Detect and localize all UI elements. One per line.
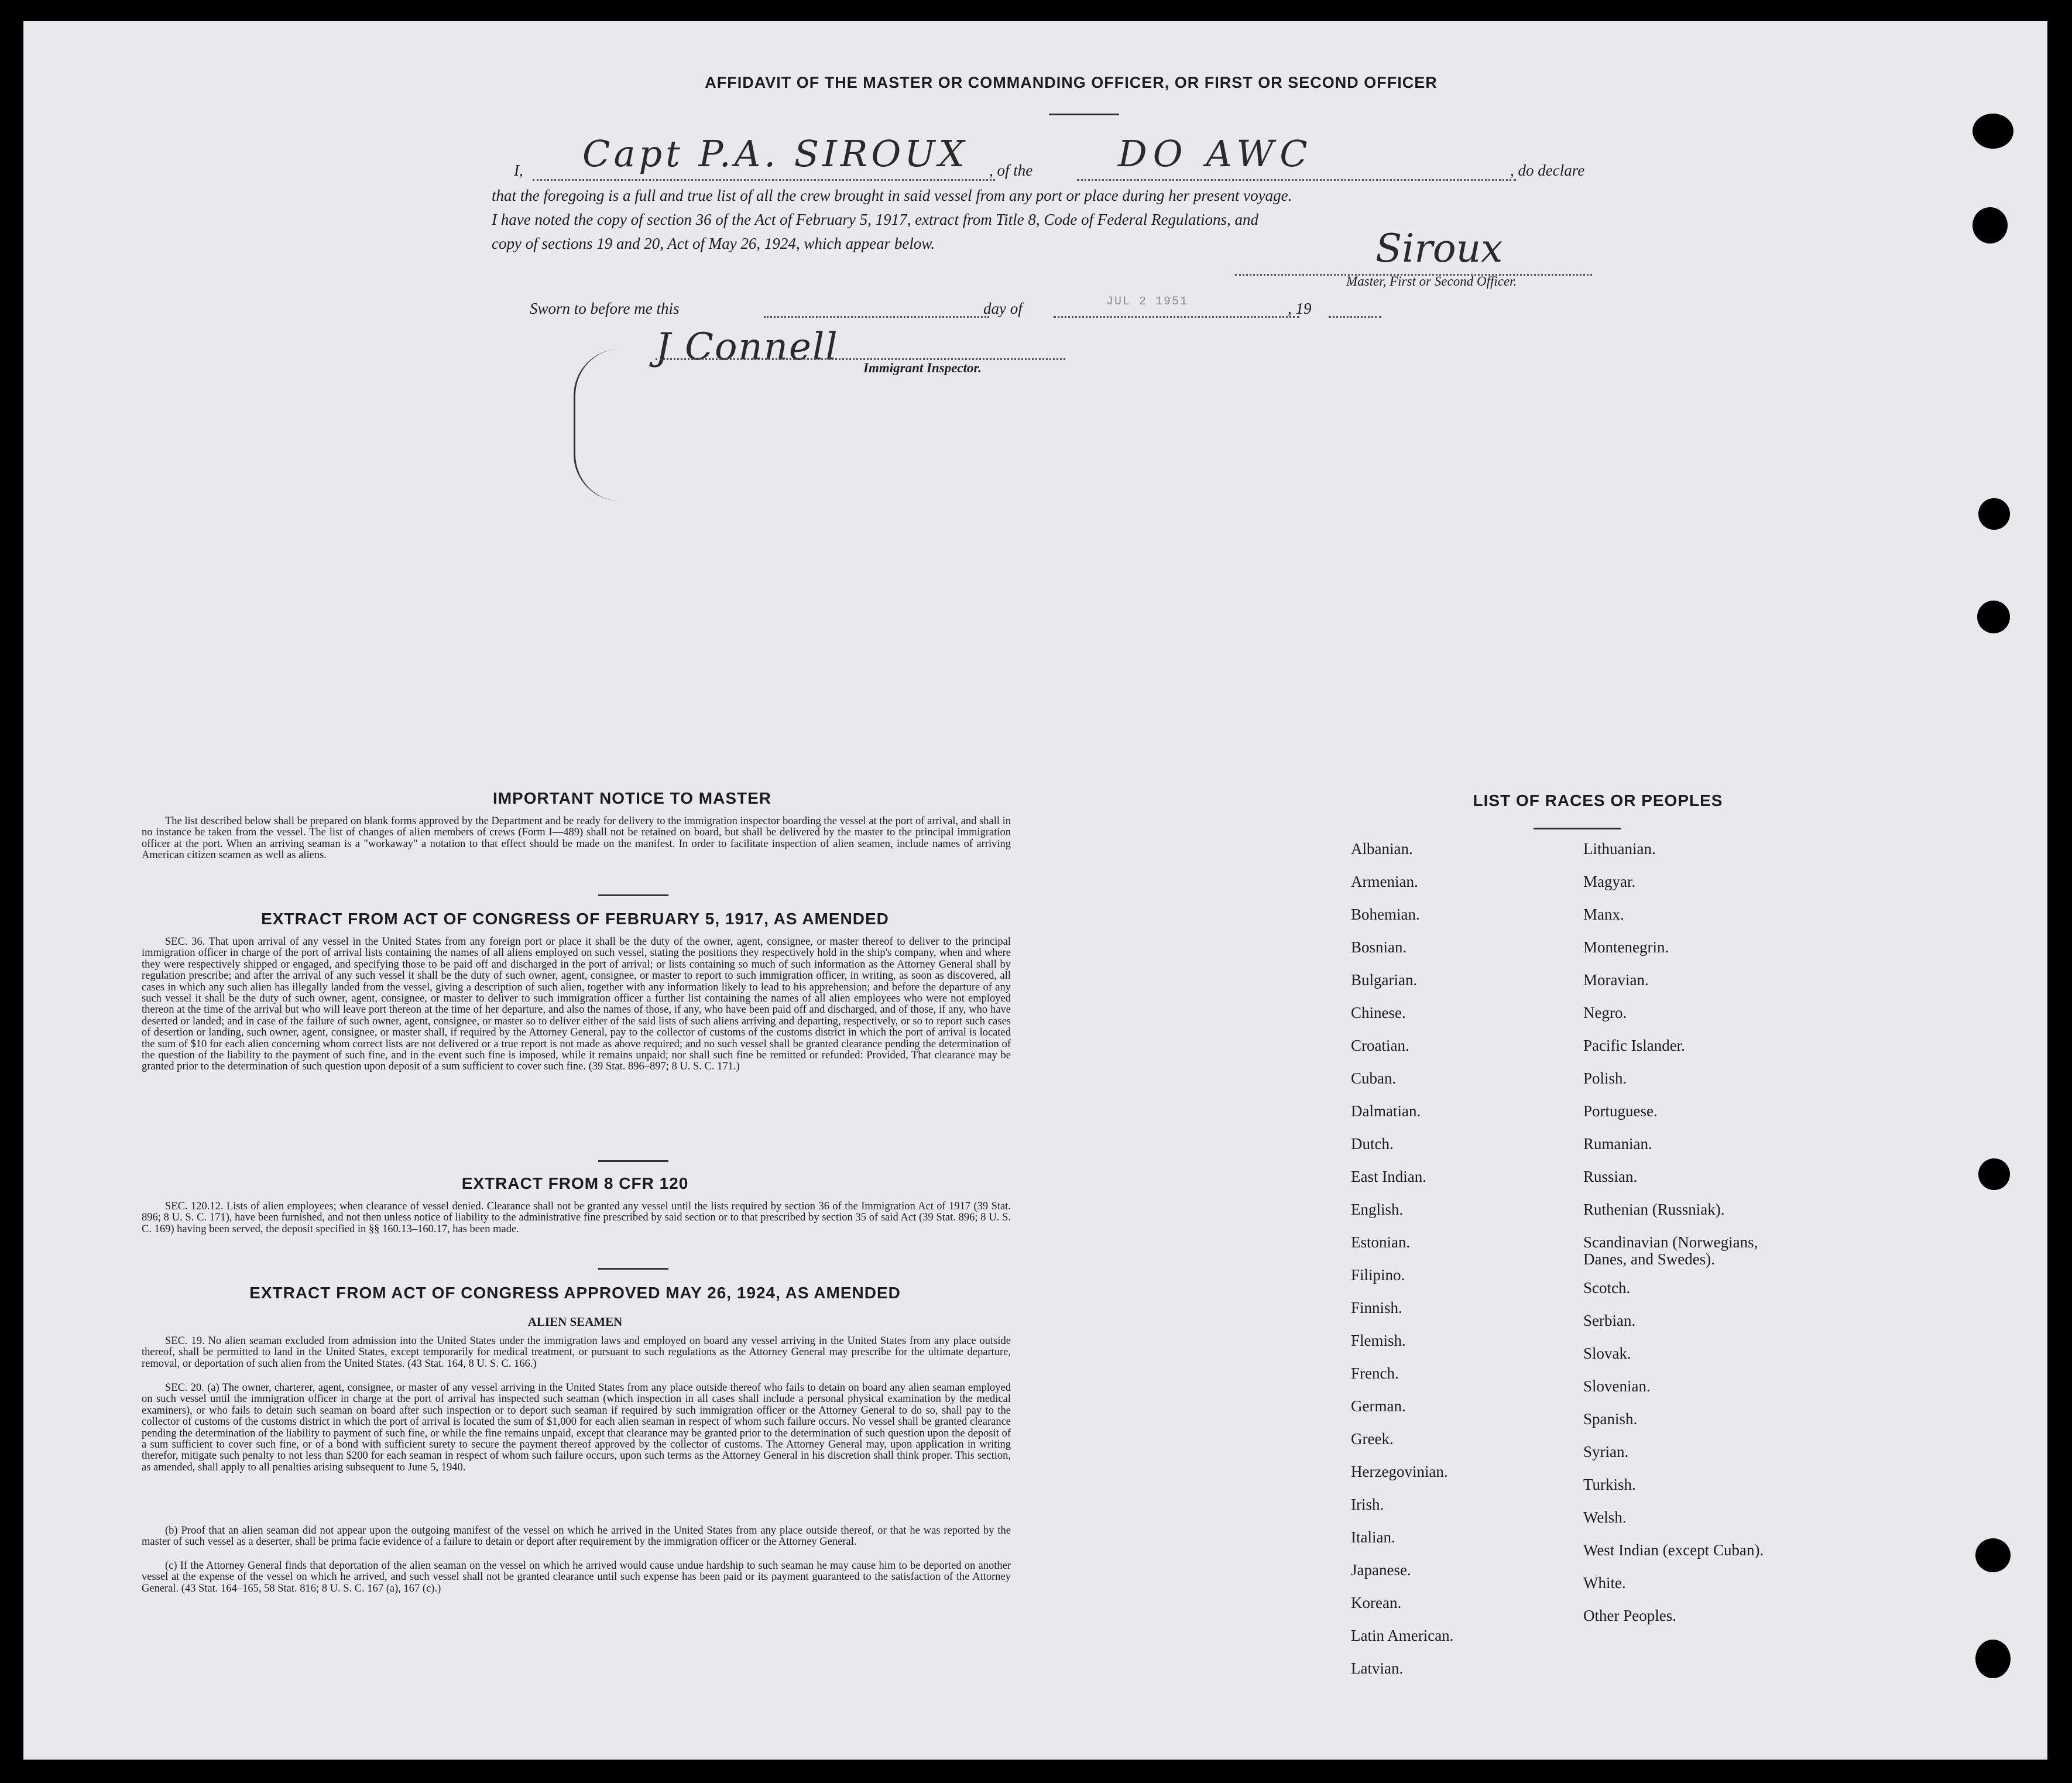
affidavit-prefix: I, xyxy=(514,162,523,179)
extract-cfr-rule xyxy=(598,1268,668,1270)
race-item: East Indian. xyxy=(1351,1168,1426,1185)
race-item: German. xyxy=(1351,1397,1406,1415)
race-item: Magyar. xyxy=(1583,873,1636,890)
race-item: Latin American. xyxy=(1351,1627,1454,1644)
extract-1924-sec19: SEC. 19. No alien seaman excluded from admission into the United States under the immigration laws and employed on board any vessel arriving in the United States from any place outside thereof, shall be permitted to land in the United States, except temporarily for medical treatment, or pursuant to such regulations as the Attorney General may prescribe for the ultimate departure, removal, or deportation of such alien from the United States. (43 Stat. 164, 8 U. S. C. 166.) xyxy=(142,1335,1011,1370)
inspector-signature: J Connell xyxy=(656,325,839,369)
race-item: Albanian. xyxy=(1351,840,1413,858)
race-item: Bohemian. xyxy=(1351,906,1420,923)
signature-caption: Master, First or Second Officer. xyxy=(1346,274,1517,289)
race-item: Korean. xyxy=(1351,1594,1402,1611)
races-left-column xyxy=(1351,841,1585,1742)
notice-title: IMPORTANT NOTICE TO MASTER xyxy=(492,789,772,807)
punch-hole xyxy=(1972,207,2008,244)
do-declare-label: , do declare xyxy=(1510,162,1585,179)
race-item: Cuban. xyxy=(1351,1069,1397,1087)
race-item: Lithuanian. xyxy=(1583,840,1656,858)
race-item: Pacific Islander. xyxy=(1583,1037,1685,1054)
race-item: Other Peoples. xyxy=(1583,1607,1676,1624)
race-item: Finnish. xyxy=(1351,1299,1402,1316)
punch-hole xyxy=(1975,1538,2011,1572)
race-item: Slovak. xyxy=(1583,1345,1631,1362)
race-item: Serbian. xyxy=(1583,1312,1636,1329)
race-item: Rumanian. xyxy=(1583,1135,1652,1153)
race-item: West Indian (except Cuban). xyxy=(1583,1541,1764,1559)
extract-1917-rule xyxy=(598,1160,668,1162)
notice-rule xyxy=(598,894,668,896)
race-item: English. xyxy=(1351,1201,1404,1218)
race-item: Ruthenian (Russniak). xyxy=(1583,1201,1725,1218)
race-item: Turkish. xyxy=(1583,1476,1636,1493)
date-stamp: JUL 2 1951 xyxy=(1106,295,1189,308)
extract-1924-title: EXTRACT FROM ACT OF CONGRESS APPROVED MAY 26, 1924, AS AMENDED xyxy=(249,1284,901,1302)
race-item: Russian. xyxy=(1583,1168,1638,1185)
extract-1924-subtitle: ALIEN SEAMEN xyxy=(527,1315,623,1329)
punch-hole xyxy=(1977,601,2010,633)
race-item: Welsh. xyxy=(1583,1508,1627,1526)
race-item: Japanese. xyxy=(1351,1561,1411,1579)
punch-hole xyxy=(1978,1158,2010,1190)
sworn-label: Sworn to before me this xyxy=(530,300,680,317)
race-item: Estonian. xyxy=(1351,1233,1411,1251)
affidavit-title: AFFIDAVIT OF THE MASTER OR COMMANDING OFFICER, OR FIRST OR SECOND OFFICER xyxy=(705,74,1438,91)
notice-text: The list described below shall be prepared on blank forms approved by the Department and be ready for delivery to the immigration inspector boarding the vessel at the port of arrival, and shall in no instance be taken from the vessel. The list of changes of alien members of crews (Form I—489) shall not be retained on board, but shall be delivered by the master to the principal immigration officer at the port. When an arriving seaman is a "workaway" a notation to that effect should be made on the manifest. In order to facilitate inspection of alien seamen, include names of arriving American citizen seamen as well as aliens. xyxy=(142,815,1011,862)
extract-1924-sec20b: (b) Proof that an alien seaman did not appear upon the outgoing manifest of the vessel on which he arrived in the United States from any place outside thereof, or that he was reported by the master of such vessel as a deserter, shall be prima facie evidence of a failure to detain or deport after requirement by the immigration officer or the Attorney General. xyxy=(142,1525,1011,1548)
race-item: Scotch. xyxy=(1583,1279,1631,1297)
race-item: Manx. xyxy=(1583,906,1624,923)
race-item: Greek. xyxy=(1351,1430,1394,1448)
pen-stroke xyxy=(574,349,622,501)
races-right-column xyxy=(1583,841,1911,1672)
races-rule xyxy=(1534,828,1621,829)
extract-cfr-title: EXTRACT FROM 8 CFR 120 xyxy=(461,1174,689,1192)
race-item: Filipino. xyxy=(1351,1266,1405,1284)
punch-hole xyxy=(1978,498,2010,530)
race-item: Negro. xyxy=(1583,1004,1627,1021)
race-item: Croatian. xyxy=(1351,1037,1409,1054)
race-item: Italian. xyxy=(1351,1528,1395,1546)
extract-1917-text: SEC. 36. That upon arrival of any vessel in the United States from any foreign port or place it shall be the duty of the owner, agent, consignee, or master thereof to deliver to the principal immigration officer in charge of the port of arrival lists containing the names of all aliens employed on such vessel, stating the positions they respectively hold in the ship's company, when and where they were respectively shipped or engaged, and specifying those to be paid off and discharged in the port of arrival; or lists containing so much of such information as the Attorney General shall by regulation prescribe; and after the arrival of any such vessel it shall be the duty of such owner, agent, consignee, or master to report to such immigration officer, in writing, as soon as discovered, all cases in which any such alien has illegally landed from the vessel, giving a description of such alien, together with any information likely to lead to his apprehension; and before the departure of any such vessel it shall be the duty of such owner, agent, consignee, or master to deliver to such immigration officer a further list containing the names of all alien employees who were not employed thereon at the time of the arrival but who will leave port thereon at the time of her departure, and also the names of those, if any, who have been paid off and discharged, and of those, if any, who have deserted or landed; and in case of the failure of such owner, agent, consignee, or master so to deliver either of the said lists of such aliens arriving and departing, respectively, or so to report such cases of desertion or landing, such owner, agent, consignee, or master shall, if required by the Attorney General, pay to the collector of customs of the customs district in which the port of arrival is located the sum of $10 for each alien concerning whom correct lists are not delivered or a true report is not made as above required; and no such vessel shall be granted clearance pending the determination of the question of the liability to the payment of such fine, and in the event such fine is imposed, while it remains unpaid; nor shall such fine be remitted or refunded: Provided, That clearance may be granted prior to the determination of such question upon deposit of a sum sufficient to cover such fine. (39 Stat. 896–897; 8 U. S. C. 171.) xyxy=(142,936,1011,1073)
race-item: White. xyxy=(1583,1574,1626,1592)
sworn-day-line xyxy=(764,316,989,318)
race-item: Moravian. xyxy=(1583,971,1649,989)
master-name-handwritten: Capt P.A. SIROUX xyxy=(582,132,968,175)
name-line xyxy=(533,179,995,181)
race-item: Bosnian. xyxy=(1351,938,1407,956)
sworn-month-line xyxy=(1054,316,1299,318)
extract-1917-title: EXTRACT FROM ACT OF CONGRESS OF FEBRUARY 5, 1917, AS AMENDED xyxy=(261,910,889,928)
extract-1924-sec20c: (c) If the Attorney General finds that deportation of the alien seaman on the vessel on which he arrived would cause undue hardship to such seaman he may cause him to be deported on another vessel at the expense of the vessel on which he arrived, and such vessel shall not be granted clearance until such expense has been paid or its payment guaranteed to the satisfaction of the Attorney General. (43 Stat. 164–165, 58 Stat. 816; 8 U. S. C. 167 (a), 167 (c).) xyxy=(142,1560,1011,1595)
affidavit-line-2: that the foregoing is a full and true list of all the crew brought in said vessel from any port or place during her present voyage. xyxy=(492,187,1292,204)
of-the-label: , of the xyxy=(989,162,1033,179)
vessel-name-handwritten: DO AWC xyxy=(1118,132,1313,175)
year-label: , 19 xyxy=(1288,300,1312,317)
race-item: Portuguese. xyxy=(1583,1102,1658,1120)
race-item: Slovenian. xyxy=(1583,1377,1651,1395)
vessel-line xyxy=(1077,179,1516,181)
race-item: Herzegovinian. xyxy=(1351,1463,1448,1480)
master-signature: Siroux xyxy=(1375,226,1503,271)
race-item: Chinese. xyxy=(1351,1004,1406,1021)
race-item: Syrian. xyxy=(1583,1443,1629,1460)
punch-hole xyxy=(1975,1640,2011,1678)
affidavit-line-4: copy of sections 19 and 20, Act of May 26, 1924, which appear below. xyxy=(492,235,935,252)
race-item: Scandinavian (Norwegians, Danes, and Swedes). xyxy=(1583,1233,1758,1268)
document-sheet xyxy=(23,21,2047,1760)
race-item: Spanish. xyxy=(1583,1410,1638,1428)
punch-hole xyxy=(1972,114,2013,149)
race-item: Polish. xyxy=(1583,1069,1627,1087)
race-item: Irish. xyxy=(1351,1496,1384,1513)
inspector-line xyxy=(656,358,1065,360)
race-item: Dutch. xyxy=(1351,1135,1394,1153)
inspector-caption: Immigrant Inspector. xyxy=(863,361,982,375)
race-item: Montenegrin. xyxy=(1583,938,1669,956)
affidavit-line-3: I have noted the copy of section 36 of the Act of February 5, 1917, extract from Title 8, Code of Federal Regulations, and xyxy=(492,211,1259,228)
extract-1924-sec20a: SEC. 20. (a) The owner, charterer, agent, consignee, or master of any vessel arriving in the United States from any place outside thereof who fails to detain on board any alien seaman employed on such vessel until the immigration officer in charge at the port of arrival has inspected such seaman (which inspection in all cases shall include a personal physical examination by the medical examiners), or who fails to detain such seaman on board after such inspection or to deport such seaman if required by such immigration officer or the Attorney General to do so, shall pay to the collector of customs of the customs district in which the port of arrival is located the sum of $1,000 for each alien seaman in respect of whom such failure occurs. No vessel shall be granted clearance pending the determination of the liability to payment of such fine, or while the fine remains unpaid, except that clearance may be granted prior to the determination of such question upon the deposit of a sum sufficient to cover such fine, or of a bond with sufficient surety to secure the payment thereof approved by the collector of customs. The Attorney General may, upon application in writing therefor, mitigate such penalty to not less than $200 for each seaman in respect of whom such failure occurs, upon such terms as the Attorney General in his discretion shall think proper. This section, as amended, shall apply to all penalties arising subsequent to June 5, 1940. xyxy=(142,1382,1011,1473)
race-item: French. xyxy=(1351,1364,1399,1382)
title-rule xyxy=(1049,114,1119,115)
race-item: Flemish. xyxy=(1351,1332,1406,1349)
day-of-label: day of xyxy=(983,300,1023,317)
extract-cfr-text: SEC. 120.12. Lists of alien employees; when clearance of vessel denied. Clearance shall not be granted any vessel until the lists required by section 36 of the Immigration Act of 1917 (39 Stat. 896; 8 U. S. C. 171), have been furnished, and not then unless notice of liability to the administrative fine prescribed by said section or to that prescribed by section 35 of said Act (39 Stat. 896; 8 U. S. C. 169) having been served, the deposit specified in §§ 160.13–160.17, has been made. xyxy=(142,1201,1011,1235)
sworn-year-line xyxy=(1329,316,1381,318)
race-item: Dalmatian. xyxy=(1351,1102,1421,1120)
races-title: LIST OF RACES OR PEOPLES xyxy=(1473,791,1723,810)
race-item: Latvian. xyxy=(1351,1659,1404,1677)
race-item: Bulgarian. xyxy=(1351,971,1418,989)
race-item: Armenian. xyxy=(1351,873,1418,890)
